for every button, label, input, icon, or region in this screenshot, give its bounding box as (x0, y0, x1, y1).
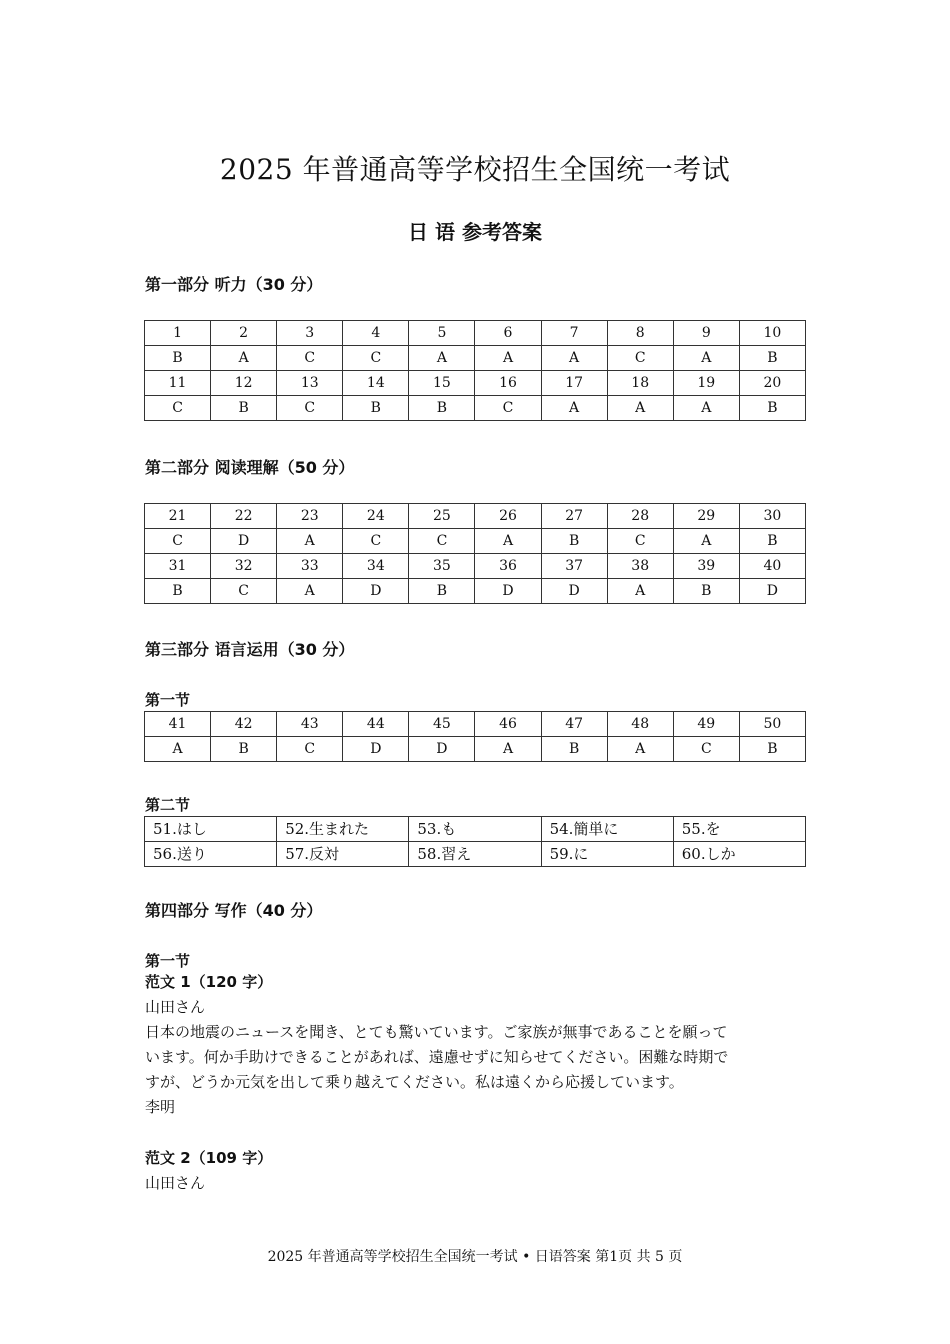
answer-cell: B (739, 529, 805, 554)
answer-cell: A (277, 579, 343, 604)
answer-cell: 21 (145, 504, 211, 529)
answer-cell: A (277, 529, 343, 554)
fill-answer-cell: 59.に (541, 842, 673, 867)
answer-cell: B (211, 396, 277, 421)
answer-cell: 45 (409, 712, 475, 737)
part3-section1-label: 第一节 (145, 691, 191, 709)
answer-cell: 1 (145, 321, 211, 346)
part3-heading: 第三部分 语言运用（30 分） (145, 640, 355, 659)
table-row (145, 737, 806, 762)
answer-cell: 17 (541, 371, 607, 396)
fill-answer-cell: 58.習え (409, 842, 541, 867)
answer-cell: 5 (409, 321, 475, 346)
answer-cell: B (541, 529, 607, 554)
answer-cell: 9 (673, 321, 739, 346)
fill-answer-cell: 56.送り (145, 842, 277, 867)
answer-cell: D (541, 579, 607, 604)
answer-cell: 47 (541, 712, 607, 737)
answer-cell: B (739, 346, 805, 371)
answer-cell: 24 (343, 504, 409, 529)
answer-cell: A (607, 737, 673, 762)
essay1-signature: 李明 (145, 1098, 176, 1116)
answer-cell: 22 (211, 504, 277, 529)
table-row (145, 554, 806, 579)
answer-cell: C (277, 737, 343, 762)
answer-cell: A (409, 346, 475, 371)
answer-cell: 23 (277, 504, 343, 529)
answer-cell: 48 (607, 712, 673, 737)
page-footer: 2025 年普通高等学校招生全国统一考试 • 日语答案 第1页 共 5 页 (267, 1249, 683, 1265)
part2-answer-table (144, 503, 806, 604)
fill-answer-cell: 54.簡単に (541, 817, 673, 842)
answer-cell: 49 (673, 712, 739, 737)
answer-cell: A (673, 346, 739, 371)
part3-section1-table (144, 711, 806, 762)
answer-cell: D (211, 529, 277, 554)
answer-cell: 35 (409, 554, 475, 579)
table-row (145, 712, 806, 737)
answer-cell: 28 (607, 504, 673, 529)
answer-cell: A (607, 396, 673, 421)
answer-cell: 10 (739, 321, 805, 346)
answer-cell: 4 (343, 321, 409, 346)
answer-cell: 50 (739, 712, 805, 737)
table-row (145, 817, 806, 842)
answer-cell: D (475, 579, 541, 604)
answer-cell: B (739, 737, 805, 762)
answer-cell: 27 (541, 504, 607, 529)
answer-cell: C (343, 529, 409, 554)
page-title: 2025 年普通高等学校招生全国统一考试 (219, 153, 731, 186)
answer-cell: 39 (673, 554, 739, 579)
essay2-greeting: 山田さん (145, 1174, 206, 1192)
part3-section2-table (144, 816, 806, 867)
answer-cell: A (673, 529, 739, 554)
answer-cell: A (541, 396, 607, 421)
essay1-line: 日本の地震のニュースを聞き、とても驚いています。ご家族が無事であることを願って (145, 1023, 728, 1041)
fill-answer-cell: 57.反対 (277, 842, 409, 867)
fill-answer-cell: 52.生まれた (277, 817, 409, 842)
fill-answer-cell: 51.はし (145, 817, 277, 842)
answer-cell: 37 (541, 554, 607, 579)
answer-cell: 13 (277, 371, 343, 396)
answer-cell: B (211, 737, 277, 762)
answer-cell: A (475, 737, 541, 762)
part4-heading: 第四部分 写作（40 分） (145, 901, 323, 920)
answer-cell: 19 (673, 371, 739, 396)
answer-cell: 8 (607, 321, 673, 346)
answer-cell: C (277, 396, 343, 421)
answer-cell: A (145, 737, 211, 762)
answer-cell: D (739, 579, 805, 604)
fill-answer-cell: 55.を (673, 817, 805, 842)
answer-cell: C (343, 346, 409, 371)
part2-heading: 第二部分 阅读理解（50 分） (145, 458, 355, 477)
essay1 (145, 970, 810, 1120)
answer-cell: 30 (739, 504, 805, 529)
answer-cell: 43 (277, 712, 343, 737)
answer-cell: 33 (277, 554, 343, 579)
answer-cell: B (145, 346, 211, 371)
table-row (145, 396, 806, 421)
answer-cell: 46 (475, 712, 541, 737)
answer-cell: 41 (145, 712, 211, 737)
table-row (145, 321, 806, 346)
essay1-line: います。何か手助けできることがあれば、遠慮せずに知らせてください。困難な時期で (145, 1048, 729, 1066)
answer-cell: 40 (739, 554, 805, 579)
essay2-label: 范文 2（109 字） (145, 1149, 273, 1167)
answer-cell: 16 (475, 371, 541, 396)
essay1-greeting: 山田さん (145, 998, 206, 1016)
answer-cell: 29 (673, 504, 739, 529)
essay2 (145, 1146, 810, 1196)
answer-cell: 20 (739, 371, 805, 396)
answer-cell: B (409, 396, 475, 421)
answer-cell: D (409, 737, 475, 762)
answer-cell: C (277, 346, 343, 371)
answer-cell: A (541, 346, 607, 371)
answer-cell: B (145, 579, 211, 604)
answer-cell: B (409, 579, 475, 604)
answer-cell: D (343, 737, 409, 762)
answer-cell: A (211, 346, 277, 371)
fill-answer-cell: 60.しか (673, 842, 805, 867)
answer-cell: 44 (343, 712, 409, 737)
answer-cell: 7 (541, 321, 607, 346)
answer-cell: C (475, 396, 541, 421)
answer-cell: 34 (343, 554, 409, 579)
answer-cell: 15 (409, 371, 475, 396)
answer-cell: 26 (475, 504, 541, 529)
answer-cell: 36 (475, 554, 541, 579)
part1-heading: 第一部分 听力（30 分） (145, 275, 323, 294)
answer-cell: A (475, 529, 541, 554)
table-row (145, 579, 806, 604)
answer-cell: 6 (475, 321, 541, 346)
page-subtitle: 日 语 参考答案 (408, 220, 542, 244)
answer-cell: A (673, 396, 739, 421)
answer-cell: 2 (211, 321, 277, 346)
table-row (145, 842, 806, 867)
answer-cell: C (409, 529, 475, 554)
answer-cell: 42 (211, 712, 277, 737)
essay1-line: すが、どうか元気を出して乗り越えてください。私は遠くから応援しています。 (145, 1073, 684, 1091)
answer-cell: C (211, 579, 277, 604)
table-row (145, 371, 806, 396)
fill-answer-cell: 53.も (409, 817, 541, 842)
answer-cell: C (145, 396, 211, 421)
table-row (145, 504, 806, 529)
answer-cell: B (739, 396, 805, 421)
answer-cell: 11 (145, 371, 211, 396)
essay1-label: 范文 1（120 字） (145, 973, 273, 991)
answer-cell: 18 (607, 371, 673, 396)
answer-cell: 25 (409, 504, 475, 529)
answer-cell: 38 (607, 554, 673, 579)
answer-cell: C (607, 346, 673, 371)
answer-cell: C (145, 529, 211, 554)
answer-cell: B (673, 579, 739, 604)
answer-cell: D (343, 579, 409, 604)
answer-cell: A (607, 579, 673, 604)
part3-section2-label: 第二节 (145, 796, 191, 814)
answer-cell: 3 (277, 321, 343, 346)
answer-cell: 32 (211, 554, 277, 579)
table-row (145, 346, 806, 371)
answer-cell: 12 (211, 371, 277, 396)
answer-cell: 31 (145, 554, 211, 579)
part1-answer-table (144, 320, 806, 421)
answer-cell: C (607, 529, 673, 554)
answer-cell: A (475, 346, 541, 371)
table-row (145, 529, 806, 554)
part4-section1-label: 第一节 (145, 952, 191, 970)
answer-cell: C (673, 737, 739, 762)
answer-cell: 14 (343, 371, 409, 396)
answer-cell: B (541, 737, 607, 762)
answer-cell: B (343, 396, 409, 421)
